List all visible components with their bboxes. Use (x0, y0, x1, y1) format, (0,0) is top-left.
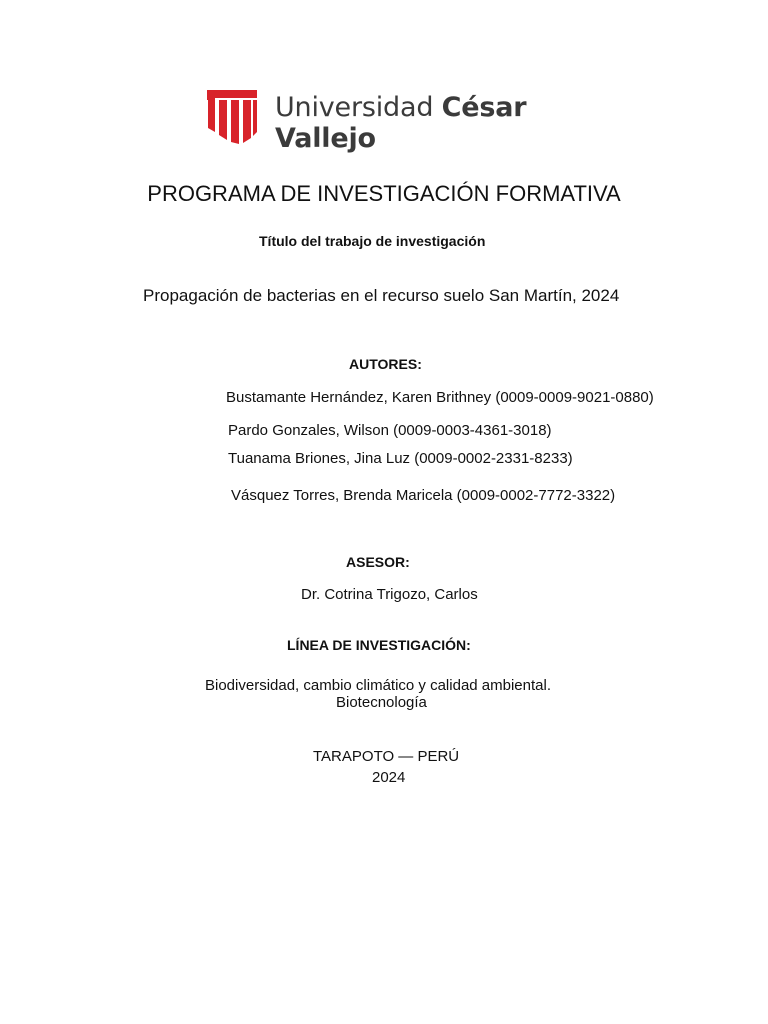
program-heading: PROGRAMA DE INVESTIGACIÓN FORMATIVA (147, 181, 621, 206)
author-item: Tuanama Briones, Jina Luz (0009-0002-2331-8233) (228, 450, 573, 467)
research-line-item: Biotecnología (336, 694, 427, 711)
author-item: Bustamante Hernández, Karen Brithney (0009-0009-9021-0880) (226, 389, 654, 406)
advisor-name: Dr. Cotrina Trigozo, Carlos (301, 586, 478, 603)
university-logo (207, 88, 627, 154)
research-line-label: LÍNEA DE INVESTIGACIÓN: (287, 637, 471, 653)
project-title: Propagación de bacterias en el recurso suelo San Martín, 2024 (143, 286, 620, 305)
university-name-bold: César Vallejo (275, 92, 527, 154)
university-name (275, 92, 627, 154)
author-item: Vásquez Torres, Brenda Maricela (0009-0002-7772-3322) (231, 487, 616, 504)
year: 2024 (372, 769, 406, 786)
author-item: Pardo Gonzales, Wilson (0009-0003-4361-3018) (228, 422, 552, 439)
university-name-light: Universidad (275, 92, 442, 123)
research-line-item: Biodiversidad, cambio climático y calidad ambiental. (205, 677, 551, 694)
authors-label: AUTORES: (349, 356, 422, 372)
ucv-shield-icon (207, 88, 257, 146)
advisor-label: ASESOR: (346, 554, 410, 570)
title-label: Título del trabajo de investigación (259, 233, 486, 249)
place: TARAPOTO — PERÚ (313, 748, 460, 765)
